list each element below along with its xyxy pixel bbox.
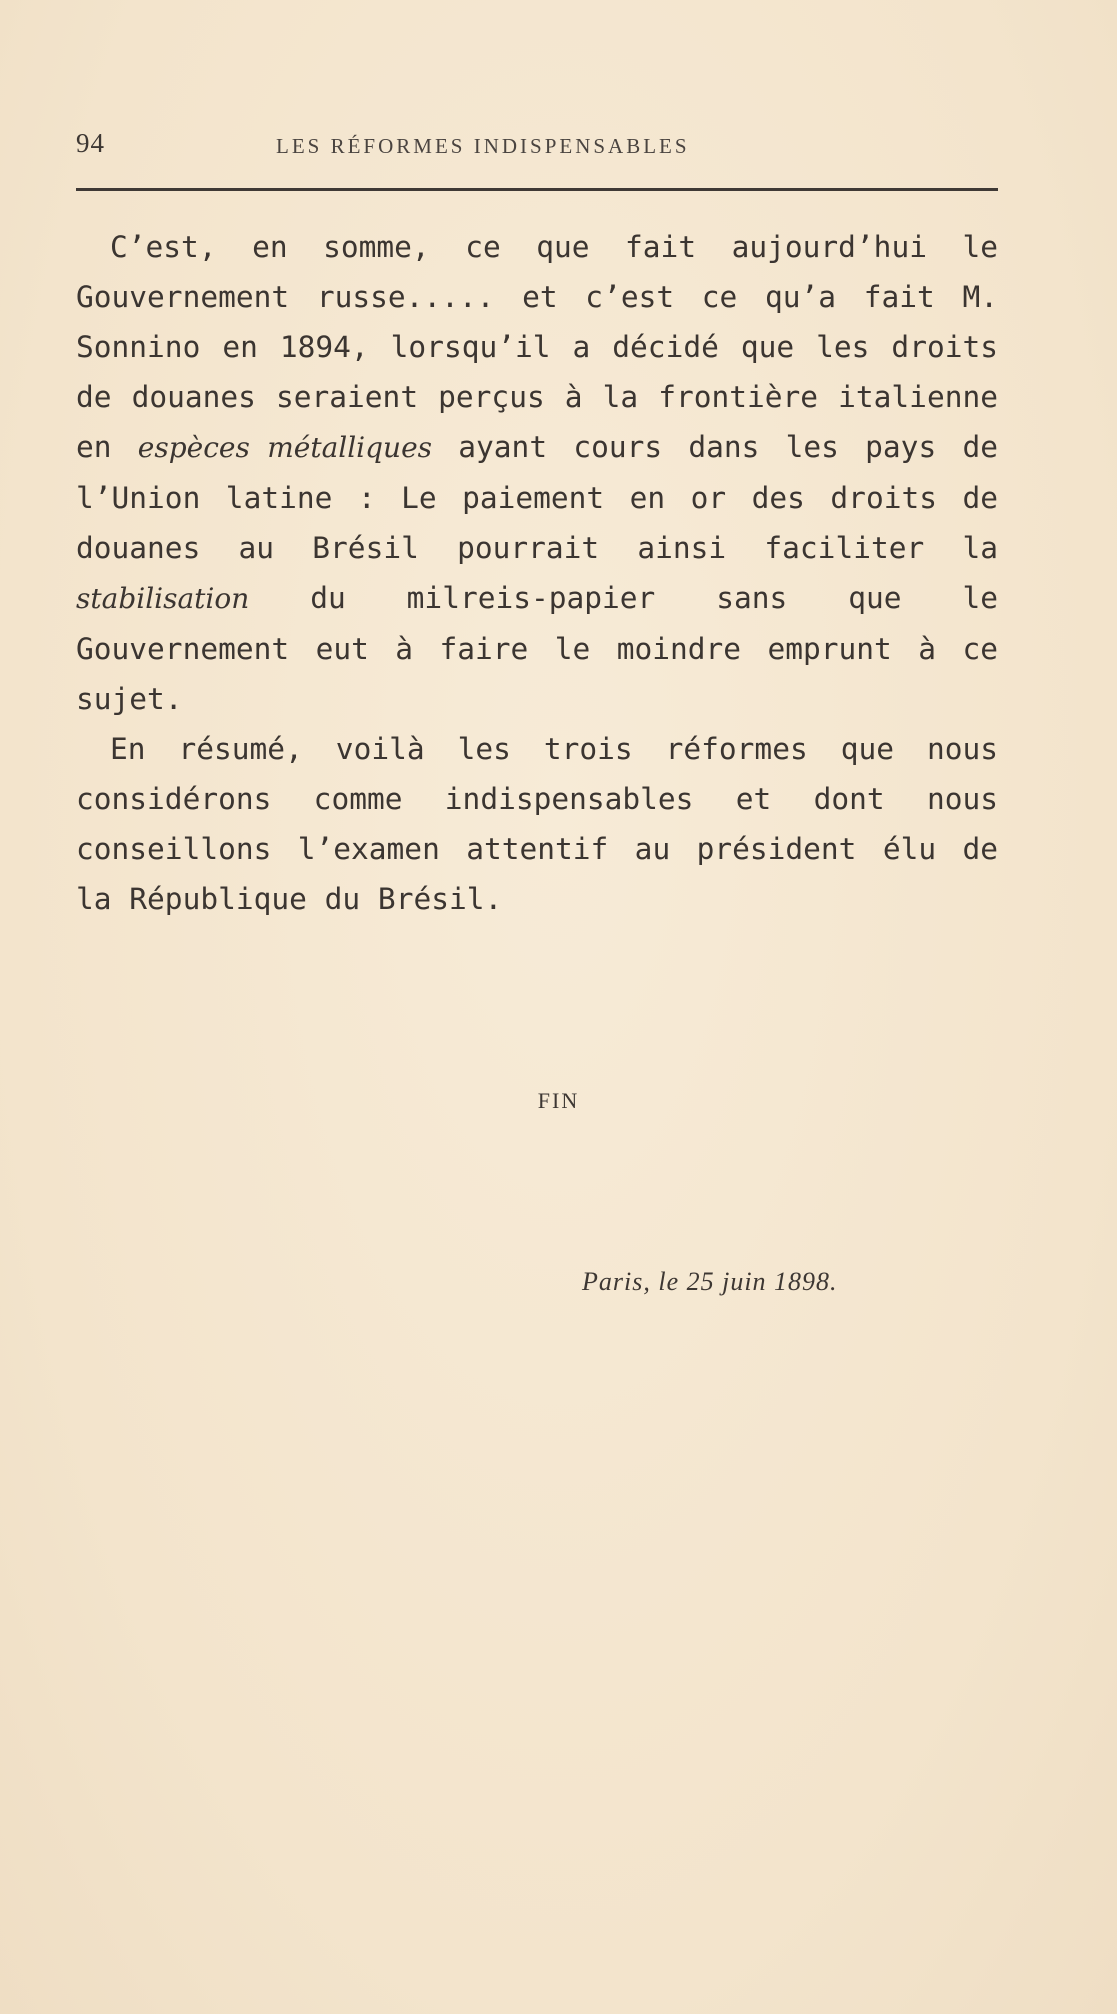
page-number: 94 [76, 128, 105, 158]
paragraph-2 [76, 724, 998, 924]
page-header [76, 128, 998, 168]
body-text [76, 222, 998, 924]
paragraph-1-text-b: ayant cours dans les pays de l’Union latine : Le paiement en or des droits de douanes au Brésil pourrait ainsi faciliter la [76, 430, 998, 565]
paragraph-2-text: En résumé, voilà les trois réformes que nous considérons comme indispensables et dont nous conseillons l’examen attentif au président élu de la République du Brésil. [76, 732, 998, 916]
paragraph-1-text-a: C’est, en somme, ce que fait aujourd’hui le Gouvernement russe..... et c’est ce qu’a fait M. Sonnino en 1894, lorsqu’il a décidé que les droits de douanes seraient perçus à la frontière italienne en [76, 230, 998, 464]
paragraph-1-text-c: du milreis-papier sans que le Gouvernement eut à faire le moindre emprunt à ce sujet. [76, 581, 998, 716]
dateline: Paris, le 25 juin 1898. [582, 1267, 838, 1296]
italic-stabilisation: stabilisation [76, 582, 250, 615]
italic-especes-metalliques: espèces métalliques [137, 431, 433, 464]
header-rule [76, 188, 998, 191]
fin-label: FIN [537, 1088, 580, 1113]
running-head: LES RÉFORMES INDISPENSABLES [276, 134, 690, 158]
paragraph-1 [76, 222, 998, 724]
